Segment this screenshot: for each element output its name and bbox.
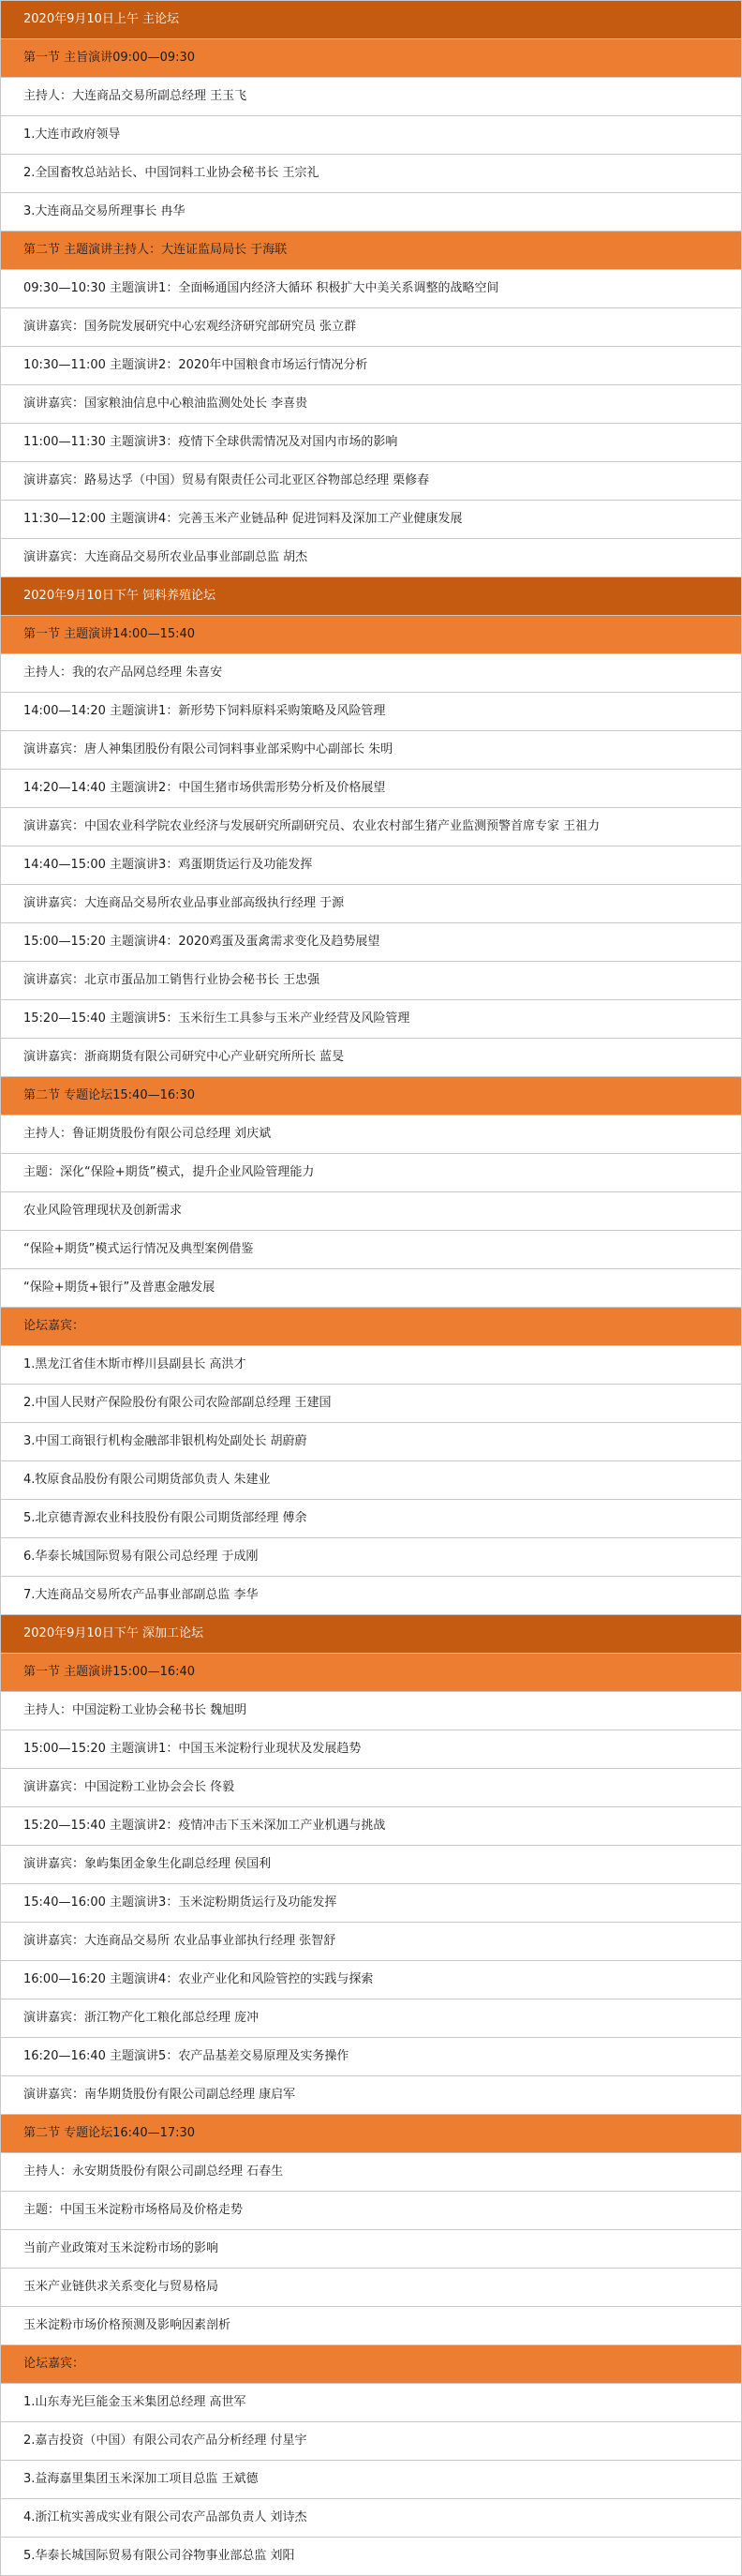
agenda-item-text: 主持人：我的农产品网总经理 朱喜安: [1, 654, 742, 693]
agenda-row: [1, 731, 742, 770]
agenda-item-text: 2.全国畜牧总站站长、中国饲料工业协会秘书长 王宗礼: [1, 155, 742, 193]
section-title: 第二节 专题论坛15:40—16:30: [1, 1077, 742, 1116]
agenda-row: [1, 539, 742, 577]
agenda-row: [1, 1231, 742, 1269]
section-header-row: [1, 2345, 742, 2384]
agenda-row: [1, 347, 742, 385]
forum-title: 2020年9月10日上午 主论坛: [1, 1, 742, 39]
agenda-row: [1, 193, 742, 232]
agenda-item-text: 10:30—11:00 主题演讲2：2020年中国粮食市场运行情况分析: [1, 347, 742, 385]
agenda-item-text: 主持人：大连商品交易所副总经理 王玉飞: [1, 78, 742, 116]
agenda-item-text: 15:40—16:00 主题演讲3：玉米淀粉期货运行及功能发挥: [1, 1884, 742, 1923]
agenda-item-text: 2.中国人民财产保险股份有限公司农险部副总经理 王建国: [1, 1385, 742, 1423]
agenda-row: [1, 885, 742, 923]
agenda-row: [1, 2076, 742, 2115]
agenda-item-text: 农业风险管理现状及创新需求: [1, 1192, 742, 1231]
agenda-row: [1, 424, 742, 462]
agenda-row: [1, 1500, 742, 1538]
section-title: 第一节 主题演讲14:00—15:40: [1, 616, 742, 654]
agenda-item-text: 15:00—15:20 主题演讲4：2020鸡蛋及蛋禽需求变化及趋势展望: [1, 923, 742, 962]
agenda-row: [1, 1116, 742, 1154]
agenda-row: [1, 1769, 742, 1807]
agenda-item-text: 演讲嘉宾：路易达孚（中国）贸易有限责任公司北亚区谷物部总经理 栗修春: [1, 462, 742, 501]
agenda-row: [1, 1846, 742, 1884]
agenda-item-text: 演讲嘉宾：国家粮油信息中心粮油监测处处长 李喜贵: [1, 385, 742, 424]
agenda-item-text: 演讲嘉宾：大连商品交易所 农业品事业部执行经理 张智舒: [1, 1923, 742, 1961]
agenda-item-text: 15:20—15:40 主题演讲2：疫情冲击下玉米深加工产业机遇与挑战: [1, 1807, 742, 1846]
agenda-item-text: 玉米淀粉市场价格预测及影响因素剖析: [1, 2307, 742, 2345]
agenda-row: [1, 1154, 742, 1192]
section-header-row: [1, 39, 742, 78]
agenda-item-text: 3.大连商品交易所理事长 冉华: [1, 193, 742, 232]
agenda-item-text: 主持人：永安期货股份有限公司副总经理 石春生: [1, 2153, 742, 2192]
agenda-item-text: 14:00—14:20 主题演讲1：新形势下饲料原料采购策略及风险管理: [1, 693, 742, 731]
agenda-item-text: 演讲嘉宾：国务院发展研究中心宏观经济研究部研究员 张立群: [1, 308, 742, 347]
agenda-item-text: 演讲嘉宾：浙商期货有限公司研究中心产业研究所所长 蓝旻: [1, 1039, 742, 1077]
section-title: 论坛嘉宾：: [1, 2345, 742, 2384]
agenda-row: [1, 2269, 742, 2307]
agenda-item-text: 5.华泰长城国际贸易有限公司谷物事业部总监 刘阳: [1, 2538, 742, 2576]
section-header-row: [1, 232, 742, 270]
agenda-item-text: 6.华泰长城国际贸易有限公司总经理 于成刚: [1, 1538, 742, 1577]
agenda-item-text: 2.嘉吉投资（中国）有限公司农产品分析经理 付星宇: [1, 2422, 742, 2461]
agenda-item-text: 演讲嘉宾：浙江物产化工粮化部总经理 庞冲: [1, 1999, 742, 2038]
agenda-row: [1, 1346, 742, 1385]
agenda-item-text: “保险+期货”模式运行情况及典型案例借鉴: [1, 1231, 742, 1269]
agenda-item-text: 演讲嘉宾：大连商品交易所农业品事业部副总监 胡杰: [1, 539, 742, 577]
section-header-row: [1, 1308, 742, 1346]
agenda-item-text: 11:30—12:00 主题演讲4：完善玉米产业链品种 促进饲料及深加工产业健康发展: [1, 501, 742, 539]
agenda-row: [1, 78, 742, 116]
agenda-row: [1, 501, 742, 539]
agenda-item-text: 15:00—15:20 主题演讲1：中国玉米淀粉行业现状及发展趋势: [1, 1730, 742, 1769]
agenda-row: [1, 2230, 742, 2269]
agenda-item-text: 1.大连市政府领导: [1, 116, 742, 155]
agenda-row: [1, 308, 742, 347]
agenda-row: [1, 1923, 742, 1961]
agenda-row: [1, 1730, 742, 1769]
agenda-item-text: 15:20—15:40 主题演讲5：玉米衍生工具参与玉米产业经营及风险管理: [1, 1000, 742, 1039]
section-title: 第一节 主旨演讲09:00—09:30: [1, 39, 742, 78]
agenda-item-text: 1.山东寿光巨能金玉米集团总经理 高世军: [1, 2384, 742, 2422]
agenda-item-text: 5.北京德青源农业科技股份有限公司期货部经理 傅余: [1, 1500, 742, 1538]
agenda-row: [1, 2499, 742, 2538]
agenda-item-text: 16:00—16:20 主题演讲4：农业产业化和风险管控的实践与探索: [1, 1961, 742, 1999]
agenda-item-text: 主题：中国玉米淀粉市场格局及价格走势: [1, 2192, 742, 2230]
agenda-row: [1, 1269, 742, 1308]
agenda-item-text: 演讲嘉宾：中国淀粉工业协会会长 佟毅: [1, 1769, 742, 1807]
agenda-row: [1, 770, 742, 808]
agenda-item-text: 14:40—15:00 主题演讲3：鸡蛋期货运行及功能发挥: [1, 846, 742, 885]
agenda-item-text: 7.大连商品交易所农产品事业部副总监 李华: [1, 1577, 742, 1615]
agenda-row: [1, 1577, 742, 1615]
agenda-row: [1, 693, 742, 731]
agenda-item-text: 14:20—14:40 主题演讲2：中国生猪市场供需形势分析及价格展望: [1, 770, 742, 808]
agenda-row: [1, 1039, 742, 1077]
agenda-row: [1, 1461, 742, 1500]
agenda-table-body: [1, 1, 742, 2576]
agenda-item-text: 演讲嘉宾：唐人神集团股份有限公司饲料事业部采购中心副部长 朱明: [1, 731, 742, 770]
forum-title: 2020年9月10日下午 饲料养殖论坛: [1, 577, 742, 616]
agenda-item-text: 演讲嘉宾：北京市蛋品加工销售行业协会秘书长 王忠强: [1, 962, 742, 1000]
agenda-row: [1, 1999, 742, 2038]
section-header-row: [1, 1077, 742, 1116]
agenda-row: [1, 1000, 742, 1039]
agenda-row: [1, 1192, 742, 1231]
section-title: 论坛嘉宾：: [1, 1308, 742, 1346]
agenda-row: [1, 962, 742, 1000]
agenda-item-text: 主题：深化“保险+期货”模式，提升企业风险管理能力: [1, 1154, 742, 1192]
agenda-row: [1, 2307, 742, 2345]
agenda-row: [1, 923, 742, 962]
agenda-row: [1, 2461, 742, 2499]
agenda-item-text: 主持人：鲁证期货股份有限公司总经理 刘庆斌: [1, 1116, 742, 1154]
agenda-row: [1, 1538, 742, 1577]
agenda-item-text: 演讲嘉宾：象屿集团金象生化副总经理 侯国利: [1, 1846, 742, 1884]
section-title: 第二节 主题演讲主持人：大连证监局局长 于海联: [1, 232, 742, 270]
agenda-item-text: 演讲嘉宾：南华期货股份有限公司副总经理 康启军: [1, 2076, 742, 2115]
section-title: 第二节 专题论坛16:40—17:30: [1, 2115, 742, 2153]
agenda-item-text: 16:20—16:40 主题演讲5：农产品基差交易原理及实务操作: [1, 2038, 742, 2076]
agenda-row: [1, 1423, 742, 1461]
agenda-row: [1, 462, 742, 501]
agenda-row: [1, 270, 742, 308]
agenda-item-text: 3.益海嘉里集团玉米深加工项目总监 王斌德: [1, 2461, 742, 2499]
agenda-item-text: 4.浙江杭实善成实业有限公司农产品部负责人 刘诗杰: [1, 2499, 742, 2538]
agenda-row: [1, 2384, 742, 2422]
agenda-row: [1, 1884, 742, 1923]
section-header-row: [1, 616, 742, 654]
agenda-row: [1, 808, 742, 846]
agenda-row: [1, 1385, 742, 1423]
forum-title: 2020年9月10日下午 深加工论坛: [1, 1615, 742, 1654]
agenda-row: [1, 1692, 742, 1730]
agenda-row: [1, 846, 742, 885]
agenda-row: [1, 2153, 742, 2192]
agenda-row: [1, 2538, 742, 2576]
agenda-item-text: 演讲嘉宾：中国农业科学院农业经济与发展研究所副研究员、农业农村部生猪产业监测预警首席专家 王祖力: [1, 808, 742, 846]
agenda-row: [1, 2422, 742, 2461]
agenda-item-text: 当前产业政策对玉米淀粉市场的影响: [1, 2230, 742, 2269]
agenda-row: [1, 116, 742, 155]
forum-header-row: [1, 1615, 742, 1654]
agenda-item-text: 11:00—11:30 主题演讲3：疫情下全球供需情况及对国内市场的影响: [1, 424, 742, 462]
agenda-row: [1, 1807, 742, 1846]
agenda-item-text: 4.牧原食品股份有限公司期货部负责人 朱建业: [1, 1461, 742, 1500]
agenda-item-text: “保险+期货+银行”及普惠金融发展: [1, 1269, 742, 1308]
agenda-row: [1, 385, 742, 424]
agenda-item-text: 玉米产业链供求关系变化与贸易格局: [1, 2269, 742, 2307]
agenda-item-text: 主持人：中国淀粉工业协会秘书长 魏旭明: [1, 1692, 742, 1730]
agenda-row: [1, 1961, 742, 1999]
agenda-row: [1, 155, 742, 193]
section-header-row: [1, 2115, 742, 2153]
forum-header-row: [1, 1, 742, 39]
agenda-item-text: 1.黑龙江省佳木斯市桦川县副县长 高洪才: [1, 1346, 742, 1385]
agenda-item-text: 09:30—10:30 主题演讲1：全面畅通国内经济大循环 积极扩大中美关系调整的战略空间: [1, 270, 742, 308]
agenda-row: [1, 2038, 742, 2076]
agenda-item-text: 3.中国工商银行机构金融部非银机构处副处长 胡蔚蔚: [1, 1423, 742, 1461]
forum-header-row: [1, 577, 742, 616]
agenda-row: [1, 654, 742, 693]
agenda-item-text: 演讲嘉宾：大连商品交易所农业品事业部高级执行经理 于源: [1, 885, 742, 923]
section-header-row: [1, 1654, 742, 1692]
agenda-row: [1, 2192, 742, 2230]
section-title: 第一节 主题演讲15:00—16:40: [1, 1654, 742, 1692]
